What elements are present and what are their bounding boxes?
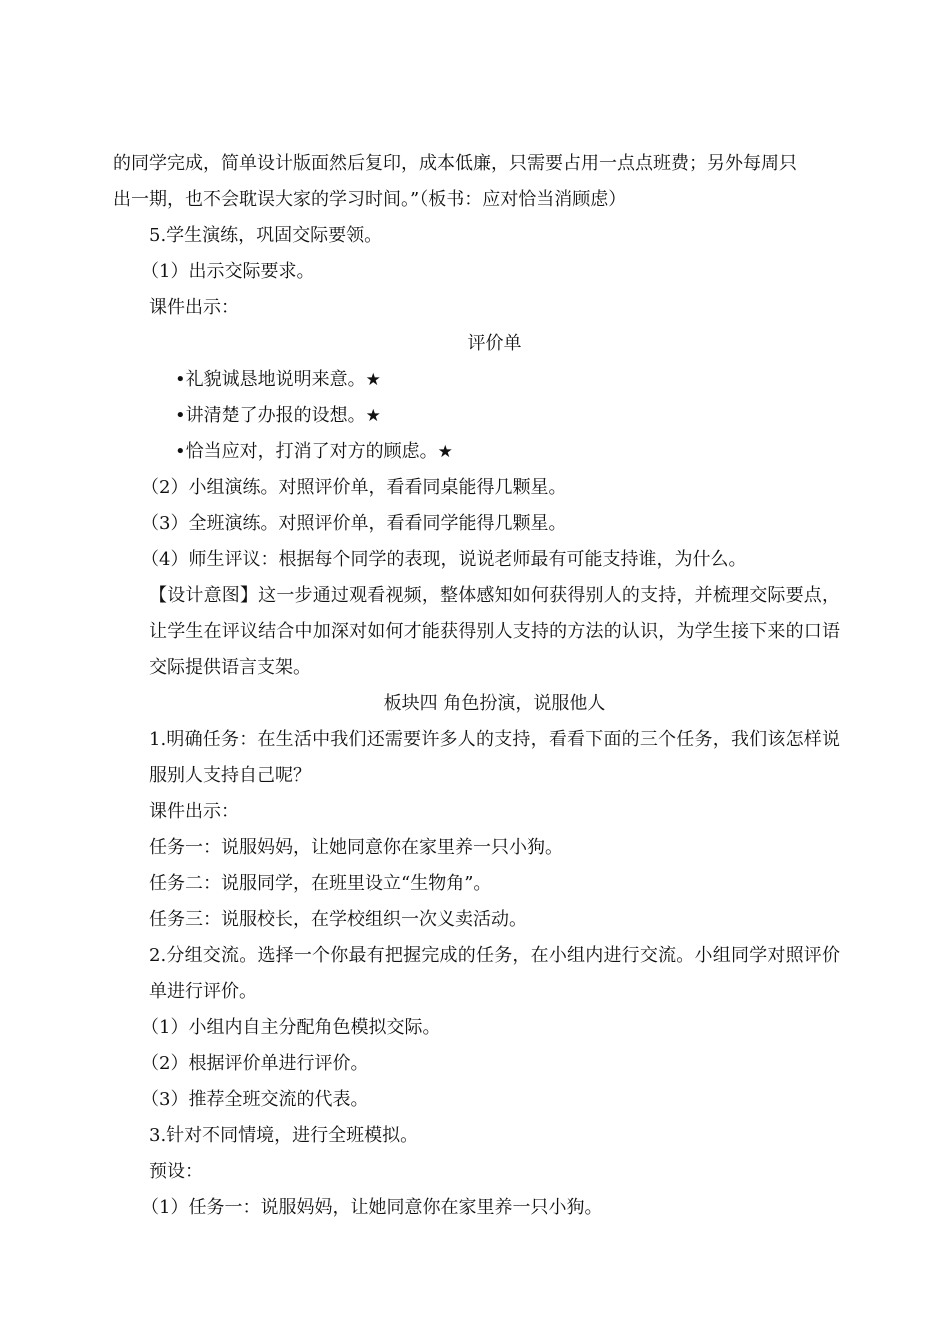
sub-step: （3）推荐全班交流的代表。 [141, 1089, 369, 1110]
task-item: 任务一：说服妈妈，让她同意你在家里养一只小狗。 [149, 837, 563, 858]
sub-step: （3）全班演练。对照评价单，看看同学能得几颗星。 [141, 513, 567, 534]
preset-label: 预设： [149, 1161, 203, 1182]
sub-step: （2）根据评价单进行评价。 [141, 1053, 369, 1074]
step-heading: 1.明确任务：在生活中我们还需要许多人的支持，看看下面的三个任务，我们该怎样说服别人支持自己呢？ [149, 729, 840, 786]
design-intent: 【设计意图】这一步通过观看视频，整体感知如何获得别人的支持，并梳理交际要点，让学生在评议结合中加深对如何才能获得别人支持的方法的认识，为学生接下来的口语交际提供语言支架。 [149, 585, 840, 678]
paragraph-line: 的同学完成，简单设计版面然后复印，成本低廉，只需要占用一点点班费；另外每周只 [113, 153, 797, 174]
section-heading: 板块四 角色扮演，说服他人 [383, 693, 606, 714]
task-item: 任务二：说服同学，在班里设立“生物角”。 [149, 873, 492, 894]
sub-step: （4）师生评议：根据每个同学的表现，说说老师最有可能支持谁，为什么。 [141, 549, 747, 570]
evaluation-item: •恰当应对，打消了对方的顾虑。★ [175, 441, 453, 462]
courseware-label: 课件出示： [149, 297, 239, 318]
evaluation-title: 评价单 [467, 333, 522, 354]
sub-step: （1）任务一：说服妈妈，让她同意你在家里养一只小狗。 [141, 1197, 603, 1218]
task-item: 任务三：说服校长，在学校组织一次义卖活动。 [149, 909, 527, 930]
star-icon: ★ [437, 442, 453, 462]
paragraph-line: 出一期，也不会耽误大家的学习时间。”（板书：应对恰当消顾虑） [113, 189, 627, 210]
step-heading: 3.针对不同情境，进行全班模拟。 [149, 1125, 419, 1146]
sub-step: （1）出示交际要求。 [141, 261, 315, 282]
star-icon: ★ [365, 406, 381, 426]
evaluation-item: •礼貌诚恳地说明来意。★ [175, 369, 381, 390]
step-heading: 2.分组交流。选择一个你最有把握完成的任务，在小组内进行交流。小组同学对照评价单进行评价。 [149, 945, 840, 1002]
sub-step: （1）小组内自主分配角色模拟交际。 [141, 1017, 441, 1038]
evaluation-item: •讲清楚了办报的设想。★ [175, 405, 381, 426]
star-icon: ★ [365, 370, 381, 390]
step-heading: 5.学生演练，巩固交际要领。 [149, 225, 383, 246]
sub-step: （2）小组演练。对照评价单，看看同桌能得几颗星。 [141, 477, 567, 498]
courseware-label: 课件出示： [149, 801, 239, 822]
